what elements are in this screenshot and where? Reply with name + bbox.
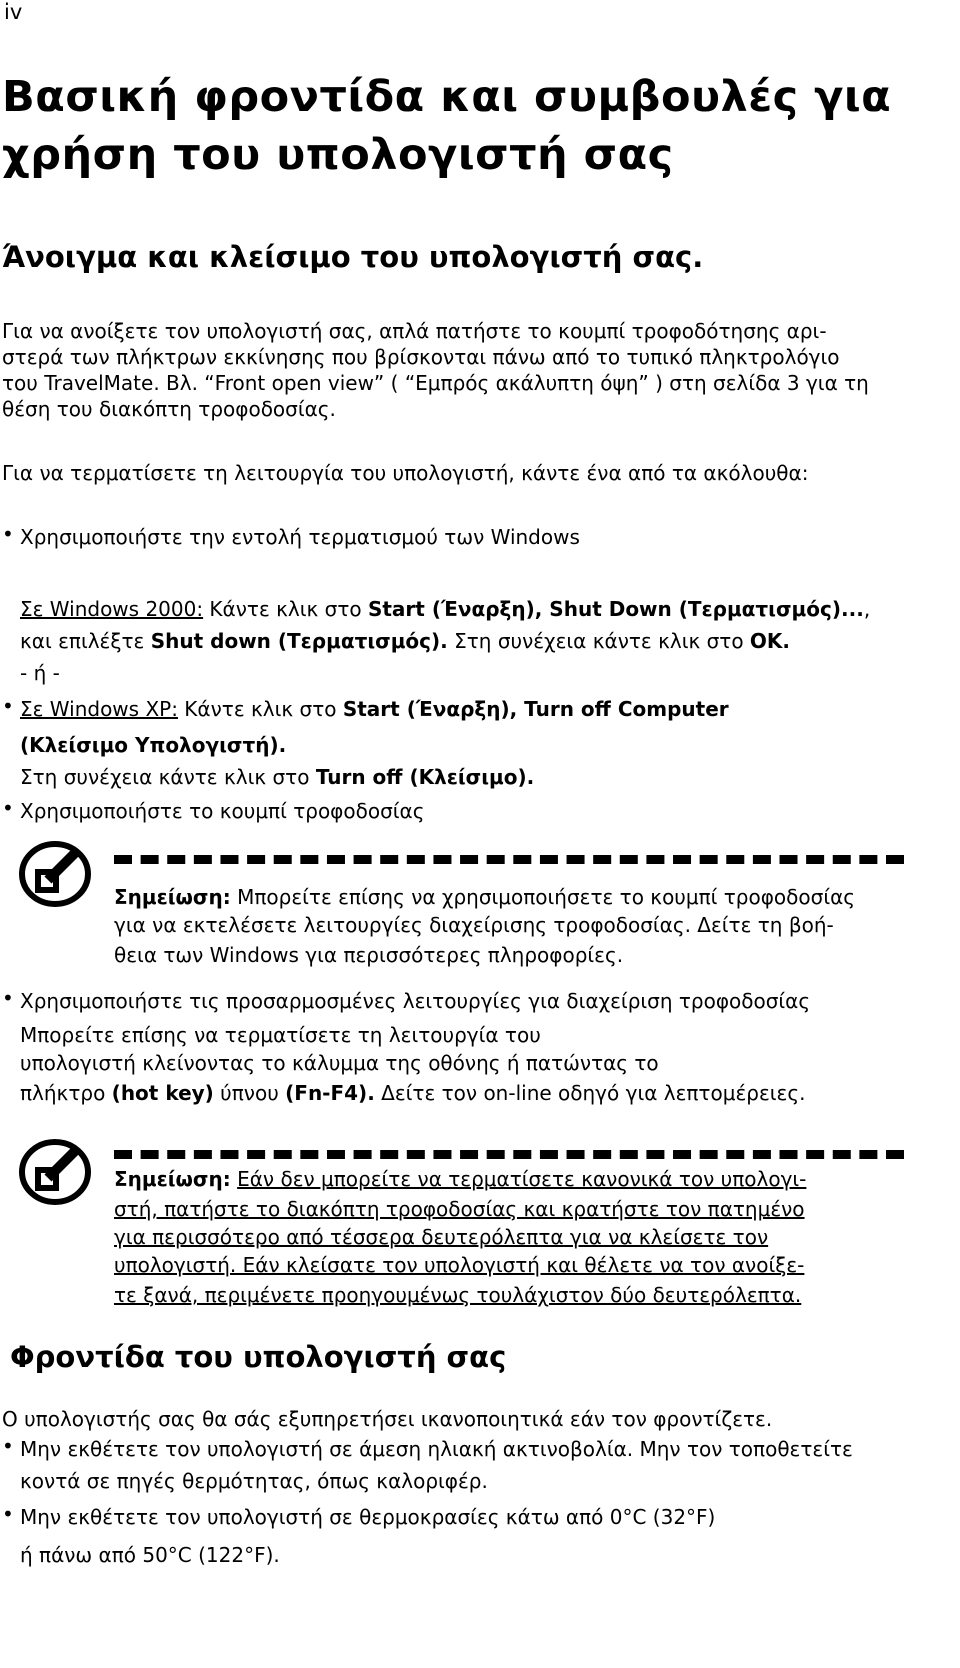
care-bullet2-line2: ή πάνω από 50°C (122°F). [20,1543,280,1567]
bullet-windows-shutdown: Χρησιμοποιήστε την εντολή τερματισμού των Windows [20,525,580,549]
note-pencil-icon [16,838,94,910]
bullet-dot-icon: • [2,796,14,820]
para3-line1: Μπορείτε επίσης να τερματίσετε τη λειτουργία του [20,1023,541,1047]
bullet-dot-icon: • [2,1502,14,1526]
note2-line2: στή, πατήστε το διακόπτη τροφοδοσίας και κρατήστε τον πατημένο [114,1197,805,1221]
bullet-power-button: Χρησιμοποιήστε το κουμπί τροφοδοσίας [20,799,425,823]
note2-line3: για περισσότερο από τέσσερα δευτερόλεπτα για να κλείσετε τον [114,1225,769,1249]
win2000-label: Σε Windows 2000: [20,597,204,621]
note-pencil-icon [16,1136,94,1208]
note1-line1: Σημείωση: Μπορείτε επίσης να χρησιμοποιήσετε το κουμπί τροφοδοσίας [114,885,856,909]
note1-line3: θεια των Windows για περισσότερες πληροφορίες. [114,943,624,967]
para3-line2: υπολογιστή κλείνοντας το κάλυμμα της οθόνης ή πατώντας το [20,1051,659,1075]
note2-line4: υπολογιστή. Εάν κλείσατε τον υπολογιστή και θέλετε να τον ανοίξε- [114,1253,805,1277]
page-number: iv [4,0,23,24]
paragraph-line: στερά των πλήκτρων εκκίνησης που βρίσκονται πάνω από το τυπικό πληκτρολόγιο [2,345,840,369]
paragraph-line: θέση του διακόπτη τροφοδοσίας. [2,397,336,421]
winxp-instructions-line3: Στη συνέχεια κάντε κλικ στο Turn off (Κλείσιμο). [20,765,535,789]
paragraph-shutdown-intro: Για να τερματίσετε τη λειτουργία του υπολογιστή, κάντε ένα από τα ακόλουθα: [2,461,809,485]
win2000-instructions-line2: και επιλέξτε Shut down (Τερματισμός). Στη συνέχεια κάντε κλικ στο OK. [20,629,791,653]
or-separator: - ή - [20,661,60,685]
note-divider [114,1150,904,1159]
care-intro: Ο υπολογιστής σας θα σάς εξυπηρετήσει ικανοποιητικά εάν τον φροντίζετε. [2,1407,773,1431]
page-title-line2: χρήση του υπολογιστή σας [2,130,674,180]
paragraph-line: του TravelMate. Βλ. “Front open view” ( “Εμπρός ακάλυπτη όψη” ) στη σελίδα 3 για τη [2,371,869,395]
bullet-dot-icon: • [2,694,14,718]
section-heading-care: Φροντίδα του υπολογιστή σας [10,1340,507,1374]
winxp-instructions-line2: (Κλείσιμο Υπολογιστή). [20,733,287,757]
note1-line2: για να εκτελέσετε λειτουργίες διαχείρισης τροφοδοσίας. Δείτε τη βοή- [114,913,834,937]
bullet-custom-power: Χρησιμοποιήστε τις προσαρμοσμένες λειτουργίες για διαχείριση τροφοδοσίας [20,989,811,1013]
paragraph-line: Για να ανοίξετε τον υπολογιστή σας, απλά πατήστε το κουμπί τροφοδότησης αρι- [2,319,827,343]
note-label: Σημείωση: [114,1167,231,1191]
page-title-line1: Βασική φροντίδα και συμβουλές για [2,72,892,122]
care-bullet1-line2: κοντά σε πηγές θερμότητας, όπως καλοριφέρ. [20,1469,488,1493]
bullet-dot-icon: • [2,986,14,1010]
para3-line3: πλήκτρο (hot key) ύπνου (Fn-F4). Δείτε τον on-line οδηγό για λεπτομέρειες. [20,1081,806,1105]
note-label: Σημείωση: [114,885,231,909]
care-bullet1-line1: Μην εκθέτετε τον υπολογιστή σε άμεση ηλιακή ακτινοβολία. Μην τον τοποθετείτε [20,1437,853,1461]
win2000-instructions-line1: Σε Windows 2000: Κάντε κλικ στο Start (Έναρξη), Shut Down (Τερματισμός)..., [20,597,871,621]
winxp-label: Σε Windows XP: [20,697,178,721]
note2-line5: τε ξανά, περιμένετε προηγουμένως τουλάχιστον δύο δευτερόλεπτα. [114,1283,802,1307]
section-heading-onoff: Άνοιγμα και κλείσιμο του υπολογιστή σας. [2,240,704,274]
winxp-instructions-line1: Σε Windows XP: Κάντε κλικ στο Start (Έναρξη), Turn off Computer [20,697,729,721]
note2-line1: Σημείωση: Εάν δεν μπορείτε να τερματίσετε κανονικά τον υπολογι- [114,1167,807,1191]
bullet-dot-icon: • [2,1434,14,1458]
bullet-dot-icon: • [2,522,14,546]
note-divider [114,855,904,864]
care-bullet2-line1: Μην εκθέτετε τον υπολογιστή σε θερμοκρασίες κάτω από 0°C (32°F) [20,1505,716,1529]
